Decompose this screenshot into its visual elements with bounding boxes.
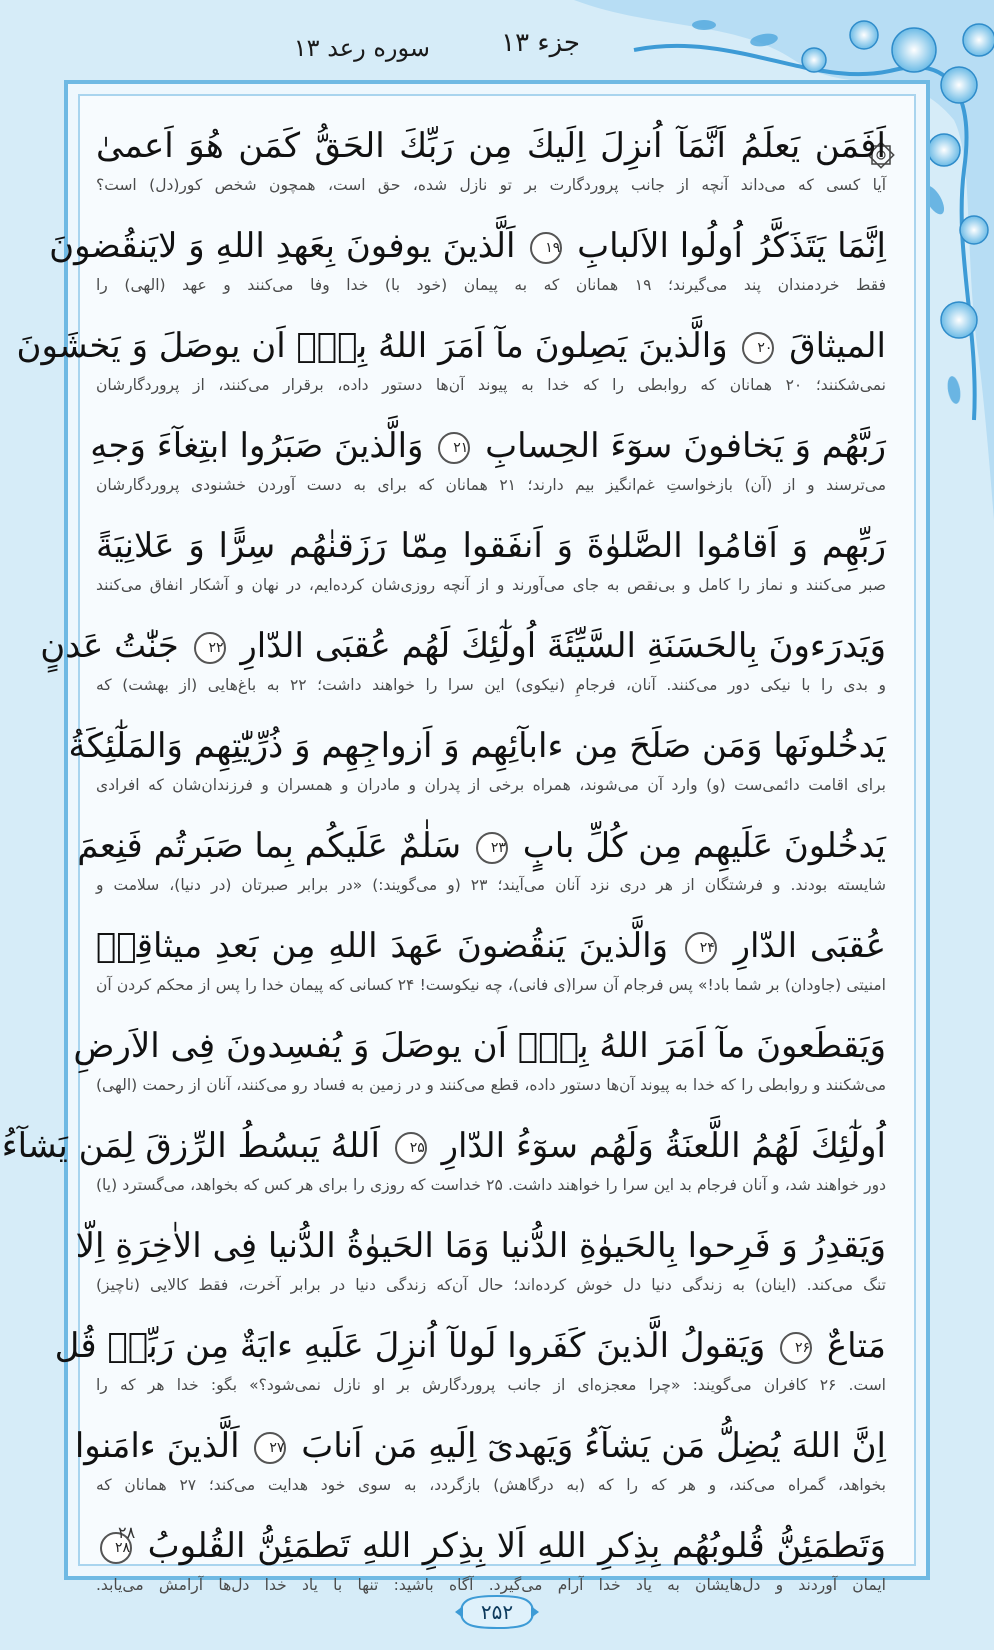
persian-translation-line: است. ۲۶ کافران می‌گویند: «چرا معجزه‌ای از جانب پروردگارش بر او نازل نمی‌شود؟» بگو: خدا هر که را [96, 1376, 886, 1394]
verse-block [74, 1420, 886, 1520]
persian-translation-line: ایمان آوردند و دل‌هایشان به یاد خدا آرام می‌گیرد. آگاه باشید: تنها با یاد خدا دل‌ها آرامش می‌یابد. [96, 1576, 886, 1594]
persian-translation-line: فقط خردمندان پند می‌گیرند؛ ۱۹ همانان که به پیمان (خود با) خدا وفا می‌کنند و عهد (الهی) را [96, 276, 886, 294]
persian-translation-line: شایسته بودند. و فرشتگان از هر دری نزد آنان می‌آیند؛ ۲۳ (و می‌گویند:) «در برابر صبرتان (در دنیا)، سلامت و [96, 876, 886, 894]
arabic-text-segment: اِنَّ اللهَ یُضِلُّ مَن یَشآءُ وَیَهدیٓ اِلَیهِ مَن اَنابَ [301, 1426, 886, 1466]
arabic-text-segment: اَفَمَن یَعلَمُ اَنَّمَآ اُنزِلَ اِلَیكَ مِن رَبِّكَ الحَقُّ كَمَن هُوَ اَعمیٰ [96, 126, 886, 166]
ayah-number-marker: ۲۲ [194, 632, 226, 664]
ayah-number-marker: ۱۹ [530, 232, 562, 264]
arabic-text-segment: اَلَّذینَ ءامَنوا [74, 1426, 240, 1466]
arabic-text-segment: اِنَّمَا یَتَذَكَّرُ اُولُوا الاَلبابِ [577, 226, 886, 266]
arabic-verse-line [96, 920, 886, 972]
arabic-verse-line [1, 1120, 886, 1172]
arabic-text-segment: یَدخُلونَها وَمَن صَلَحَ مِن ءابآئِهِم وَ اَزواجِهِم وَ ذُرِّیّٰتِهِم وَالمَلٰٓئِكَةُ [68, 726, 886, 766]
arabic-text-segment: اُولٰٓئِكَ لَهُمُ اللَّعنَةُ وَلَهُم سوٓءُ الدّارِ [441, 1126, 886, 1166]
verse-block [96, 520, 886, 620]
arabic-text-segment: رَبَّهُم وَ یَخافونَ سوٓءَ الحِسابِ [485, 426, 886, 466]
arabic-verse-line [96, 120, 886, 172]
persian-translation-line: دور خواهند شد، و آنان فرجام بد این سرا را خواهند داشت. ۲۵ خداست که روزی را برای هر کس که بخواهد، می‌گسترد (یا) [96, 1176, 886, 1194]
arabic-verse-line [73, 1020, 886, 1072]
verse-block [54, 1320, 886, 1420]
persian-translation-line: می‌شکنند و روابطی را که خدا به پیوند آن‌ها دستور داده، قطع می‌کنند و در زمین به فساد رو می‌کنند، آنان از رحمت (الهی) [96, 1076, 886, 1094]
ayah-number-marker: ۲۱ [438, 432, 470, 464]
persian-translation-line: برای اقامت دائمی‌ست (و) وارد آن می‌شوند، همراه برخی از پدران و مادران و همسران و فرزندان‌شان که افرادی [96, 776, 886, 794]
arabic-text-segment: المیثاقَ [789, 326, 886, 366]
arabic-verse-line [90, 420, 886, 472]
arabic-text-segment: وَالَّذینَ یَصِلونَ مآ اَمَرَ اللهُ بِهٖٓ اَن یوصَلَ وَ یَخشَونَ [16, 326, 728, 366]
verse-block [16, 320, 886, 420]
verse-block [96, 120, 886, 220]
persian-translation-line: می‌ترسند و از (آن) بازخواستِ غم‌انگیز بیم دارند؛ ۲۱ همانان که برای به دست آوردن خشنودی پروردگارشان [96, 476, 887, 494]
ayah-number-marker: ۲۷ [254, 1432, 286, 1464]
arabic-verse-line [49, 220, 886, 272]
arabic-text-segment: وَیَقطَعونَ مآ اَمَرَ اللهُ بِهٖٓ اَن یوصَلَ وَ یُفسِدونَ فِی الاَرضِ [73, 1026, 886, 1066]
persian-translation-line: آیا کسی که می‌داند آنچه از جانب پروردگارت بر تو نازل شده، حق است، همچون شخص کور(دل) است؟ [96, 176, 886, 194]
arabic-text-segment: وَتَطمَئِنُّ قُلوبُهُم بِذِكرِ اللهِ اَلا بِذِكرِ اللهِ تَطمَئِنُّ القُلوبُ [147, 1526, 887, 1566]
arabic-text-segment: وَالَّذینَ صَبَرُوا ابتِغآءَ وَجهِ [90, 426, 424, 466]
persian-translation-line: و بدی را با نیکی دور می‌کنند. آنان، فرجامِ (نیکوی) این سرا را خواهند داشت؛ ۲۲ به باغ‌هایی (از بهشت) که [96, 676, 886, 694]
persian-translation-line: صبر می‌کنند و نماز را کامل و بی‌نقص به جای می‌آورند و از آنچه روزی‌شان کرده‌ایم، در نهان و آشکار انفاق می‌کنند [96, 576, 886, 594]
arabic-text-segment: وَیَدرَءونَ بِالحَسَنَةِ السَّیِّئَةَ اُولٰٓئِكَ لَهُم عُقبَی الدّارِ [240, 626, 886, 666]
arabic-verse-line [74, 1420, 886, 1472]
arabic-verse-line [54, 1320, 886, 1372]
arabic-text-segment: وَالَّذینَ یَنقُضونَ عَهدَ اللهِ مِن بَعدِ میثاقِهٖ [96, 926, 669, 966]
arabic-verse-line [96, 1520, 886, 1572]
ayah-number-marker: ۲۴ [685, 932, 717, 964]
persian-translation-line: تنگ می‌کند. (اینان) به زندگی دنیا دل خوش کرده‌اند؛ حال آن‌که زندگی دنیا در برابر آخرت، فقط کالایی (ناچیز) [96, 1276, 886, 1294]
persian-translation-line: بخواهد، گمراه می‌کند، و هر که را که (به درگاهش) بازگردد، به سوی خود هدایت می‌کند؛ ۲۷ همانان که [96, 1476, 886, 1494]
verse-lines [1, 120, 887, 1620]
verse-block [75, 1220, 886, 1320]
arabic-text-segment: اَلَّذینَ یوفونَ بِعَهدِ اللهِ وَ لایَنقُضونَ [49, 226, 516, 266]
juz-label: جزء ۱۳ [501, 28, 580, 58]
verse-block [1, 1120, 886, 1220]
verse-block [77, 820, 886, 920]
arabic-text-segment: وَیَقدِرُ وَ فَرِحوا بِالحَیوٰةِ الدُّنیا وَمَا الحَیوٰةُ الدُّنیا فِی الاٰخِرَةِ اِلّا [75, 1226, 886, 1266]
arabic-text-segment: یَدخُلونَ عَلَیهِم مِن كُلِّ بابٍ [522, 826, 886, 866]
arabic-text-segment: عُقبَی الدّارِ [733, 926, 886, 966]
verse-block [73, 1020, 886, 1120]
arabic-verse-line [40, 620, 886, 672]
verse-block [96, 920, 886, 1020]
ayah-number-marker: ۲۳ [476, 832, 508, 864]
ayah-number-marker: ۲۰ [742, 332, 774, 364]
ayah-number-marker: ۲۵ [395, 1132, 427, 1164]
arabic-verse-line [16, 320, 886, 372]
arabic-text-segment: اَللهُ یَبسُطُ الرِّزقَ لِمَن یَشآءُ [1, 1126, 380, 1166]
verse-block [49, 220, 886, 320]
arabic-text-segment: وَیَقولُ الَّذینَ كَفَروا لَولآ اُنزِلَ عَلَیهِ ءایَةٌ مِن رَبِّهٖ قُل [54, 1326, 766, 1366]
arabic-text-segment: مَتاعٌ [826, 1326, 886, 1366]
verse-block [68, 720, 886, 820]
page-number: ۲۵۲ [480, 1600, 514, 1624]
arabic-text-segment: جَنّٰتُ عَدنٍ [40, 626, 179, 666]
arabic-verse-line [96, 520, 886, 572]
surah-label: سوره رعد ۱۳ [293, 34, 430, 62]
arabic-verse-line [77, 820, 886, 872]
ayah-number-marker: ۲۶ [780, 1332, 812, 1364]
arabic-text-segment: رَبِّهِم وَ اَقامُوا الصَّلوٰةَ وَ اَنفَقوا مِمّا رَزَقنٰهُم سِرًّا وَ عَلانِیَةً [96, 526, 886, 566]
arabic-verse-line [68, 720, 886, 772]
verse-block [90, 420, 887, 520]
persian-translation-line: امنیتی (جاودان) بر شما باد!» پس فرجام آن سرا(ی فانی)، چه نیکوست! ۲۴ کسانی که پیمان خدا را پس از محکم کردن آن [96, 976, 886, 994]
ayah-number-marker: ۲۸ [100, 1532, 132, 1564]
verse-block [40, 620, 886, 720]
verse-number-footnote: ۲۸ [118, 1523, 136, 1542]
arabic-verse-line [75, 1220, 886, 1272]
page-header [220, 22, 580, 72]
arabic-text-segment: سَلٰمٌ عَلَیكُم بِما صَبَرتُم فَنِعمَ [77, 826, 462, 866]
persian-translation-line: نمی‌شکنند؛ ۲۰ همانان که روابطی را که خدا به پیوند آن‌ها دستور داده، برقرار می‌کنند، از پروردگارشان [96, 376, 886, 394]
